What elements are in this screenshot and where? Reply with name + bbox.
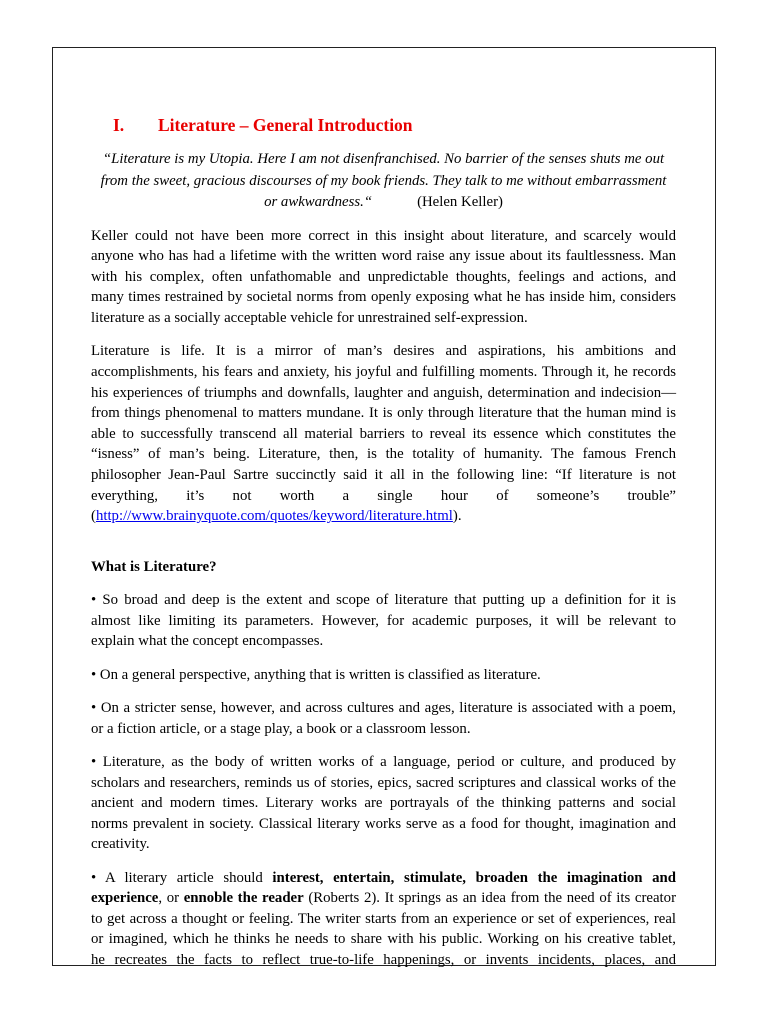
quote-attribution: (Helen Keller): [417, 194, 503, 211]
intro-paragraph: [91, 226, 676, 329]
text-line: literature as a socially acceptable vehicle for unrestrained self-expression.: [91, 310, 528, 327]
text-line: creativity.: [91, 836, 150, 853]
text-line: from things phenomenal to matters mundane. It is only through literature that the human mind is: [91, 405, 676, 422]
bullet-item: [91, 868, 676, 971]
text-line: Literature is life. It is a mirror of man’s desires and aspirations, his ambitions and: [91, 343, 676, 360]
text-line: his experiences of triumphs and downfalls, laughter and anguish, determination and indecision—: [91, 384, 676, 401]
text-line: philosopher Jean-Paul Sartre succinctly said it all in the following line: “If literature is not: [91, 467, 676, 484]
text-line: [91, 868, 676, 889]
quote-line: [91, 192, 676, 214]
body-text: [91, 226, 676, 984]
text-line: • On a general perspective, anything that is written is classified as literature.: [91, 666, 541, 683]
quote-line: “Literature is my Utopia. Here I am not disenfranchised. No barrier of the senses shuts me out: [102, 151, 665, 168]
text-line: almost like limiting its parameters. However, for academic purposes, it will be relevant to: [91, 612, 676, 629]
emphasis-run: ennoble the reader: [183, 890, 304, 907]
text-line: explain what the concept encompasses.: [91, 633, 324, 650]
citation-open: (: [91, 508, 96, 525]
text-line: everything, it’s not worth a single hour of someone’s trouble”: [91, 487, 676, 504]
section-number: I.: [113, 115, 125, 135]
quote-text: or awkwardness.“: [264, 194, 373, 211]
source-link[interactable]: http://www.brainyquote.com/quotes/keyword/literature.html: [95, 508, 453, 525]
bullet-item: [91, 698, 676, 739]
text-line: Keller could not have been more correct in this insight about literature, and scarcely would: [91, 227, 676, 244]
text-line: able to successfully transcend all material barriers to reveal its essence which constitutes the: [91, 425, 676, 442]
text-line: • Literature, as the body of written works of a language, period or culture, and produced by: [91, 753, 676, 770]
text-line: norms prevalent in society. Classical literary works serve as a food for thought, imagination and: [91, 815, 676, 832]
text-run: (Roberts 2). It springs as an idea from the need of its creator: [303, 890, 676, 907]
text-line: [91, 506, 676, 527]
bullet-item: [91, 752, 676, 855]
text-line: or a fiction article, or a stage play, a book or a classroom lesson.: [91, 720, 471, 737]
text-line: accomplishments, his fears and anxiety, his joyful and fulfilling moments. Through it, he records: [91, 364, 676, 381]
text-run: , or: [158, 890, 184, 907]
text-line: to get across a thought or feeling. The writer starts from an experience or set of experiences, real: [91, 910, 676, 927]
text-line: “isness” of man’s being. Literature, then, is the totality of humanity. The famous French: [91, 446, 676, 463]
text-line: many times restrained by societal norms from openly exposing what he has inside him, considers: [91, 289, 676, 306]
text-line: [91, 888, 676, 909]
emphasis-run: interest, entertain, stimulate, broaden the imagination and: [272, 869, 676, 886]
epigraph-quote: [91, 149, 676, 214]
subsection-heading: What is Literature?: [91, 558, 217, 575]
text-run: • A literary article should: [91, 869, 273, 886]
text-line: ancient and modern times. Literary works are portrayals of the thinking patterns and social: [91, 795, 676, 812]
citation-close: ).: [452, 508, 462, 525]
emphasis-run: experience: [91, 890, 159, 907]
text-line: • So broad and deep is the extent and scope of literature that putting up a definition for it is: [91, 591, 676, 608]
text-line: with his complex, often unfathomable and unpredictable thoughts, feelings and actions, and: [91, 268, 676, 285]
text-line: or imagined, which he thinks he needs to share with his public. Working on his creative tablet,: [91, 931, 676, 948]
text-line: • On a stricter sense, however, and across cultures and ages, literature is associated with a poem,: [91, 699, 676, 716]
text-line: anyone who has had a lifetime with the written word raise any issue about its faultlessness. Man: [91, 248, 676, 265]
section-heading: [0, 114, 768, 136]
text-line: he recreates the facts to reflect true-to-life happenings, or invents incidents, places, and: [91, 952, 676, 969]
bullet-item: [91, 590, 676, 652]
intro-paragraph: [91, 341, 676, 526]
text-line: scholars and researchers, reminds us of stories, epics, sacred scriptures and classical works of the: [91, 774, 676, 791]
quote-line: from the sweet, gracious discourses of my book friends. They talk to me without embarrassment: [100, 172, 667, 189]
section-title: Literature – General Introduction: [158, 115, 413, 135]
bullet-item: [91, 665, 676, 686]
